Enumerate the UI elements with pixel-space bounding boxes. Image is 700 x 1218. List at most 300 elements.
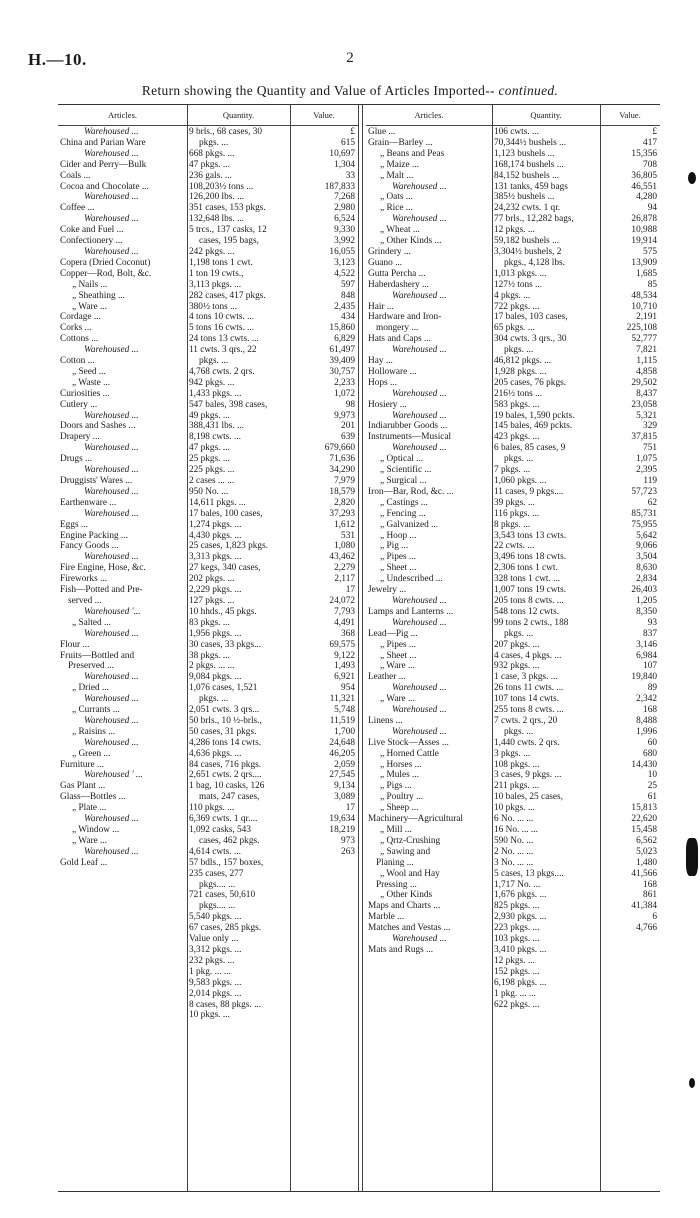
right-articles-list	[366, 127, 492, 956]
right-values-cell: 168	[643, 879, 657, 890]
right-quantities-cell: pkgs., 4,128 lbs.	[504, 257, 565, 268]
left-articles-cell: Doors and Sashes ...	[60, 421, 136, 432]
right-articles-cell: Warehoused ...	[392, 388, 447, 399]
right-values-cell: 8,630	[636, 563, 657, 574]
right-quantity-column	[492, 105, 600, 1191]
left-articles-cell: Fruits—Bottled and	[60, 650, 135, 661]
left-values-cell: 69,575	[329, 639, 355, 650]
right-quantities-cell: 1 pkg. ... ...	[494, 988, 536, 999]
left-quantities-cell: 50 brls., 10 ½-brls.,	[189, 715, 262, 726]
left-articles-cell: Warehoused ...	[84, 715, 139, 726]
left-articles-cell: Warehoused ...	[84, 628, 139, 639]
right-values-cell: 10,988	[631, 225, 657, 236]
left-articles-cell: Warehoused ...	[84, 443, 139, 454]
right-articles-cell: Glue ...	[368, 127, 396, 137]
right-values-cell: 107	[643, 661, 657, 672]
left-articles-cell: „ Salted ...	[72, 617, 111, 628]
right-articles-cell: „ Sheet ...	[380, 650, 417, 661]
left-quantities-cell: 132,648 lbs. ...	[189, 214, 245, 225]
left-values-cell: 18,219	[329, 825, 355, 835]
right-values-cell: 2,191	[636, 312, 657, 323]
right-values-cell: 29,502	[631, 377, 657, 388]
right-values-cell: 60	[647, 737, 657, 748]
left-articles-cell: Fire Engine, Hose, &c.	[60, 563, 146, 574]
left-values-cell: 2,279	[334, 563, 355, 574]
left-articles-cell: Warehoused ...	[84, 737, 139, 748]
right-articles-cell: Grain—Barley ...	[368, 137, 433, 148]
right-quantity-header: Quantity.	[492, 105, 600, 126]
right-articles-cell: Indiarubber Goods ...	[368, 421, 448, 432]
right-articles-cell: Warehoused ...	[392, 345, 447, 356]
right-values-cell: 25	[647, 781, 657, 792]
right-values-cell: 37,815	[631, 432, 657, 443]
left-quantities-cell: 2 cases ... ...	[189, 476, 235, 486]
right-quantities-cell: 3 cases, 9 pkgs. ...	[494, 770, 562, 781]
right-quantities-cell: 205 cases, 76 pkgs.	[494, 377, 567, 388]
left-values-cell: 9,330	[334, 225, 355, 236]
right-quantities-cell: 1,440 cwts. 2 qrs.	[494, 737, 560, 748]
right-values-cell: 119	[643, 476, 657, 486]
right-values-cell: 2,395	[636, 465, 657, 476]
right-quantities-cell: 1,007 tons 19 cwts.	[494, 585, 567, 596]
right-values-cell: 1,685	[636, 268, 657, 279]
right-quantities-cell: 108 pkgs. ...	[494, 759, 540, 770]
left-articles-cell: Gas Plant ...	[60, 781, 106, 792]
right-value-list	[600, 127, 660, 934]
left-articles-cell: Druggists' Wares ...	[60, 476, 133, 486]
right-quantities-cell: 1,060 pkgs. ...	[494, 476, 547, 486]
left-quantities-cell: mats, 247 cases,	[199, 792, 260, 803]
right-quantities-cell: 168,174 bushels ...	[494, 159, 564, 170]
right-quantities-cell: 84,152 bushels ...	[494, 170, 560, 181]
right-quantities-cell: 106 cwts. ...	[494, 127, 539, 137]
right-quantities-cell: 16 No. ... ...	[494, 825, 538, 835]
right-quantities-cell: 19 bales, 1,590 pckts.	[494, 410, 575, 421]
left-quantities-cell: 1 pkg. ... ...	[189, 966, 231, 977]
right-values-cell: 1,996	[636, 726, 657, 737]
right-quantities-cell: 825 pkgs. ...	[494, 901, 540, 912]
left-values-cell: 848	[341, 290, 355, 301]
right-values-cell: 3,504	[636, 552, 657, 563]
right-values-cell: 837	[643, 628, 657, 639]
left-articles-cell: Earthenware ...	[60, 497, 117, 508]
left-values-cell: 24,072	[329, 595, 355, 606]
right-articles-header: Articles.	[366, 105, 492, 126]
left-articles-cell: Cocoa and Chocolate ...	[60, 181, 149, 192]
right-articles-cell: Jewelry ...	[368, 585, 407, 596]
right-values-cell: 3,146	[636, 639, 657, 650]
right-values-cell: 13,909	[631, 257, 657, 268]
right-values-cell: 48,534	[631, 290, 657, 301]
left-values-cell: 639	[341, 432, 355, 443]
left-values-cell: 7,268	[334, 192, 355, 203]
left-quantities-cell: 127 pkgs. ...	[189, 595, 235, 606]
right-values-cell: 6	[652, 912, 657, 923]
left-articles-cell: Warehoused ...	[84, 246, 139, 257]
right-articles-cell: Hops ...	[368, 377, 397, 388]
left-quantities-cell: 9,583 pkgs. ...	[189, 977, 242, 988]
right-values-cell: 52,777	[631, 334, 657, 345]
right-values-cell: 7,821	[636, 345, 657, 356]
right-values-cell: 6,984	[636, 650, 657, 661]
left-quantities-cell: 17 bales, 100 cases,	[189, 508, 263, 519]
left-articles-cell: Furniture ...	[60, 759, 104, 770]
column-rule	[362, 105, 363, 1191]
right-quantities-cell: 77 brls., 12,282 bags,	[494, 214, 574, 225]
left-quantities-cell: 242 pkgs. ...	[189, 246, 235, 257]
right-values-cell: 680	[643, 748, 657, 759]
right-quantities-cell: 22 cwts. ...	[494, 541, 535, 552]
left-quantities-cell: 1,956 pkgs. ...	[189, 628, 242, 639]
left-articles-cell: Warehoused ...	[84, 814, 139, 825]
right-articles-cell: „ Fencing ...	[380, 508, 426, 519]
left-values-cell: 954	[341, 683, 355, 694]
margin-ink-marks	[686, 0, 700, 1218]
left-values-cell: 2,435	[334, 301, 355, 312]
left-quantities-cell: 84 cases, 716 pkgs.	[189, 759, 262, 770]
left-quantities-cell: pkgs. ...	[199, 356, 229, 367]
right-values-cell: 89	[647, 683, 657, 694]
left-articles-list	[58, 127, 187, 869]
left-value-header: Value.	[290, 105, 358, 126]
right-quantities-cell: 207 pkgs. ...	[494, 639, 540, 650]
page-number: 2	[346, 50, 354, 66]
left-quantities-cell: cases, 195 bags,	[199, 236, 259, 247]
left-quantities-cell: 4,614 cwts. ...	[189, 846, 241, 857]
right-articles-cell: Matches and Vestas ...	[368, 923, 451, 934]
right-quantities-cell: 26 tons 11 cwts. ...	[494, 683, 564, 694]
right-values-cell: 417	[643, 137, 657, 148]
right-quantities-cell: 11 cases, 9 pkgs....	[494, 486, 564, 497]
left-values-cell: 33	[345, 170, 355, 181]
right-quantities-cell: 2,306 tons 1 cwt.	[494, 563, 558, 574]
right-quantities-cell: 3,410 pkgs. ...	[494, 944, 547, 955]
right-values-cell: 8,488	[636, 715, 657, 726]
left-values-cell: 3,089	[334, 792, 355, 803]
left-articles-cell: Warehoused ...	[84, 846, 139, 857]
right-quantities-cell: 1 case, 3 pkgs. ...	[494, 672, 558, 683]
left-quantities-cell: 8 cases, 88 pkgs. ...	[189, 999, 262, 1010]
right-quantities-cell: 3 pkgs. ...	[494, 748, 531, 759]
right-articles-cell: „ Ware ...	[380, 661, 415, 672]
left-articles-cell: „ Window ...	[72, 825, 120, 835]
right-articles-cell: Leather ...	[368, 672, 406, 683]
right-values-cell: 5,642	[636, 530, 657, 541]
left-quantities-cell: 6,369 cwts. 1 qr....	[189, 814, 258, 825]
right-quantities-cell: 6 No. ... ...	[494, 814, 534, 825]
left-quantities-cell: 9,084 pkgs. ...	[189, 672, 242, 683]
left-articles-cell: Confectionery ...	[60, 236, 123, 247]
left-values-cell: 2,820	[334, 497, 355, 508]
right-quantities-cell: 46,812 pkgs. ...	[494, 356, 552, 367]
left-articles-header: Articles.	[58, 105, 187, 126]
right-articles-cell: Live Stock—Asses ...	[368, 737, 449, 748]
column-rule	[187, 105, 188, 1191]
right-values-cell: 15,356	[631, 148, 657, 159]
left-quantities-cell: 38 pkgs. ...	[189, 650, 230, 661]
right-articles-column	[366, 105, 492, 1191]
right-articles-cell: Grindery ...	[368, 246, 411, 257]
left-quantities-cell: 27 kegs, 340 cases,	[189, 563, 261, 574]
left-articles-cell: served ...	[68, 595, 102, 606]
right-quantities-cell: 255 tons 8 cwts. ...	[494, 705, 564, 716]
left-values-cell: 27,545	[329, 770, 355, 781]
right-quantities-cell: 211 pkgs. ...	[494, 781, 540, 792]
right-quantities-cell: 127½ tons ...	[494, 279, 543, 290]
right-articles-cell: Warehoused ...	[392, 410, 447, 421]
right-articles-cell: Haberdashery ...	[368, 279, 429, 290]
left-articles-cell: Cotton ...	[60, 356, 95, 367]
imports-table	[58, 104, 660, 1192]
right-quantities-cell: 24,232 cwts. 1 qr.	[494, 203, 561, 214]
right-quantities-cell: pkgs. ...	[504, 454, 534, 465]
left-articles-cell: Cordage ...	[60, 312, 101, 323]
left-values-cell: 43,462	[329, 552, 355, 563]
right-quantities-cell: 65 pkgs. ...	[494, 323, 535, 334]
right-values-cell: 751	[643, 443, 657, 454]
right-articles-cell: Warehoused ...	[392, 214, 447, 225]
table-title	[0, 83, 700, 99]
left-quantities-cell: 282 cases, 417 pkgs.	[189, 290, 266, 301]
right-values-cell: 85	[647, 279, 657, 290]
right-values-cell: 14,430	[631, 759, 657, 770]
left-articles-cell: Warehoused ...	[84, 127, 139, 137]
right-articles-cell: „ Wheat ...	[380, 225, 420, 236]
left-quantities-cell: 5 tons 16 cwts. ...	[189, 323, 255, 334]
right-articles-cell: Warehoused ...	[392, 683, 447, 694]
left-quantities-cell: 8,198 cwts. ...	[189, 432, 241, 443]
left-values-cell: 37,293	[329, 508, 355, 519]
left-quantities-cell: 5 trcs., 137 casks, 12	[189, 225, 267, 236]
column-rule	[290, 105, 291, 1191]
left-values-cell: 3,992	[334, 236, 355, 247]
right-quantities-cell: 722 pkgs. ...	[494, 301, 540, 312]
right-values-cell: 225,108	[626, 323, 657, 334]
left-articles-cell: Fish—Potted and Pre-	[60, 585, 143, 596]
left-articles-cell: Warehoused ...	[84, 214, 139, 225]
left-values-cell: 263	[341, 846, 355, 857]
right-quantities-cell: 5 cases, 13 pkgs....	[494, 868, 564, 879]
left-articles-cell: Glass—Bottles ...	[60, 792, 126, 803]
right-articles-cell: „ Scientific ...	[380, 465, 432, 476]
left-quantities-cell: 2 pkgs. ... ...	[189, 661, 235, 672]
right-quantities-cell: 145 bales, 469 pckts.	[494, 421, 573, 432]
left-quantities-cell: 1,274 pkgs. ...	[189, 519, 242, 530]
right-values-cell: 61	[647, 792, 657, 803]
left-quantities-cell: 388,431 lbs. ...	[189, 421, 245, 432]
right-quantities-cell: 7 pkgs. ...	[494, 465, 531, 476]
right-values-cell: 2,342	[636, 694, 657, 705]
right-articles-cell: Planing ...	[376, 857, 414, 868]
right-articles-cell: „ Pipes ...	[380, 639, 416, 650]
left-quantities-cell: 721 cases, 50,610	[189, 890, 256, 901]
right-quantities-cell: 4 pkgs. ...	[494, 290, 531, 301]
right-articles-cell: „ Oats ...	[380, 192, 413, 203]
right-quantities-cell: 59,182 bushels ...	[494, 236, 560, 247]
right-articles-cell: „ Pigs ...	[380, 781, 412, 792]
right-quantities-cell: pkgs. ...	[504, 726, 534, 737]
left-values-cell: 368	[341, 628, 355, 639]
left-articles-cell: Warehoused ' ...	[84, 770, 143, 781]
right-values-cell: 75,955	[631, 519, 657, 530]
right-quantities-cell: 131 tanks, 459 bags	[494, 181, 568, 192]
left-quantities-cell: 547 bales, 398 cases,	[189, 399, 268, 410]
right-articles-cell: Pressing ...	[376, 879, 417, 890]
right-values-cell: 26,878	[631, 214, 657, 225]
right-articles-cell: „ Sheep ...	[380, 803, 419, 814]
left-values-cell: 973	[341, 835, 355, 846]
right-quantities-cell: 205 tons 8 cwts. ...	[494, 595, 564, 606]
right-quantities-cell: 3 No. ... ...	[494, 857, 534, 868]
left-values-cell: 9,122	[334, 650, 355, 661]
right-quantities-cell: 3,304½ bushels, 2	[494, 246, 562, 257]
left-values-cell: 61,497	[329, 345, 355, 356]
right-values-cell: 8,437	[636, 388, 657, 399]
right-articles-cell: Warehoused ...	[392, 726, 447, 737]
left-values-cell: 30,757	[329, 366, 355, 377]
right-quantities-cell: 1,717 No. ...	[494, 879, 541, 890]
left-quantities-cell: cases, 462 pkgs.	[199, 835, 260, 846]
left-values-cell: 9,973	[334, 410, 355, 421]
right-articles-cell: Hosiery ...	[368, 399, 407, 410]
left-quantities-cell: 236 gals. ...	[189, 170, 232, 181]
right-values-cell: 41,566	[631, 868, 657, 879]
left-articles-cell: „ Nails ...	[72, 279, 108, 290]
right-articles-cell: Lead—Pig ...	[368, 628, 418, 639]
left-articles-cell: Copper—Rod, Bolt, &c.	[60, 268, 152, 279]
left-quantities-cell: 108,203½ tons ...	[189, 181, 254, 192]
left-value-column	[290, 105, 358, 1191]
right-values-cell: 861	[643, 890, 657, 901]
left-quantities-cell: 110 pkgs. ...	[189, 803, 235, 814]
right-quantities-cell: 7 cwts. 2 qrs., 20	[494, 715, 558, 726]
left-values-cell: 18,579	[329, 486, 355, 497]
right-articles-cell: Warehoused ...	[392, 181, 447, 192]
left-quantities-cell: 668 pkgs. ...	[189, 148, 235, 159]
right-quantities-cell: 99 tons 2 cwts., 188	[494, 617, 569, 628]
left-quantities-cell: 24 tons 13 cwts. ...	[189, 334, 259, 345]
right-values-cell: 8,350	[636, 606, 657, 617]
left-values-cell: 39,409	[329, 356, 355, 367]
left-quantities-cell: 2,051 cwts. 3 qrs...	[189, 705, 260, 716]
left-articles-cell: Warehoused '...	[84, 606, 141, 617]
right-quantities-cell: 4 cases, 4 pkgs. ...	[494, 650, 562, 661]
left-articles-cell: Warehoused ...	[84, 410, 139, 421]
left-values-cell: 4,491	[334, 617, 355, 628]
left-values-cell: 71,636	[329, 454, 355, 465]
left-articles-cell: Curiosities ...	[60, 388, 110, 399]
left-values-cell: 679,660	[324, 443, 355, 454]
right-quantities-cell: pkgs. ...	[504, 628, 534, 639]
left-values-cell: 6,524	[334, 214, 355, 225]
right-articles-cell: Warehoused ...	[392, 443, 447, 454]
left-articles-cell: Coffee ...	[60, 203, 95, 214]
left-quantities-cell: 380½ tons ...	[189, 301, 238, 312]
right-quantities-cell: 6 bales, 85 cases, 9	[494, 443, 566, 454]
left-values-cell: 2,059	[334, 759, 355, 770]
left-values-cell: 9,134	[334, 781, 355, 792]
right-articles-cell: Instruments—Musical	[368, 432, 452, 443]
left-articles-cell: Warehoused ...	[84, 465, 139, 476]
right-articles-cell: mongery ...	[376, 323, 419, 334]
left-articles-cell: Warehoused ...	[84, 672, 139, 683]
right-quantities-cell: 590 No. ...	[494, 835, 534, 846]
left-articles-cell: Drugs ...	[60, 454, 93, 465]
left-articles-cell: China and Parian Ware	[60, 137, 146, 148]
left-values-cell: 7,979	[334, 476, 355, 486]
right-quantities-cell: 70,344½ bushels ...	[494, 137, 567, 148]
right-articles-cell: „ Galvanized ...	[380, 519, 439, 530]
right-articles-cell: „ Sheet ...	[380, 563, 417, 574]
right-articles-cell: „ Beans and Peas	[380, 148, 445, 159]
right-values-cell: 22,620	[631, 814, 657, 825]
right-values-cell: 1,205	[636, 595, 657, 606]
left-quantities-cell: 202 pkgs. ...	[189, 574, 235, 585]
left-articles-cell: „ Sheathing ...	[72, 290, 125, 301]
left-values-cell: 11,321	[329, 694, 355, 705]
right-articles-cell: Maps and Charts ...	[368, 901, 441, 912]
right-quantities-cell: 216½ tons ...	[494, 388, 543, 399]
right-values-cell: 5,321	[636, 410, 657, 421]
column-rule	[600, 105, 601, 1191]
left-quantities-cell: 1 ton 19 cwts.,	[189, 268, 244, 279]
left-quantities-cell: 9 brls., 68 cases, 30	[189, 127, 263, 137]
left-quantities-cell: 126,200 lbs. ...	[189, 192, 245, 203]
right-values-cell: 1,075	[636, 454, 657, 465]
left-values-cell: 531	[341, 530, 355, 541]
right-values-cell: 62	[647, 497, 657, 508]
left-quantities-cell: 30 cases, 33 pkgs...	[189, 639, 262, 650]
left-articles-cell: Warehoused ...	[84, 552, 139, 563]
right-articles-cell: Hair ...	[368, 301, 394, 312]
right-articles-cell: „ Undescribed ...	[380, 574, 443, 585]
left-values-cell: 1,072	[334, 388, 355, 399]
left-values-cell: 6,921	[334, 672, 355, 683]
left-articles-cell: Fireworks ...	[60, 574, 107, 585]
left-articles-cell: „ Waste ...	[72, 377, 111, 388]
left-values-cell: 201	[341, 421, 355, 432]
right-values-cell: 15,458	[631, 825, 657, 835]
right-quantities-cell: 10 pkgs. ...	[494, 803, 535, 814]
left-values-cell: 24,648	[329, 737, 355, 748]
right-articles-cell: „ Poultry ...	[380, 792, 424, 803]
left-quantities-cell: 942 pkgs. ...	[189, 377, 235, 388]
page-header	[28, 50, 672, 70]
left-values-cell: 1,700	[334, 726, 355, 737]
right-articles-cell: „ Other Kinds ...	[380, 236, 442, 247]
right-values-cell: 9,066	[636, 541, 657, 552]
left-quantities-cell: 47 pkgs. ...	[189, 443, 230, 454]
right-articles-cell: „ Hoop ...	[380, 530, 417, 541]
left-quantities-cell: 10 pkgs. ...	[189, 1010, 230, 1021]
left-articles-cell: Coals ...	[60, 170, 91, 181]
left-values-cell: 11,519	[329, 715, 355, 726]
column-rule	[492, 105, 493, 1191]
left-articles-cell: „ Currants ...	[72, 705, 120, 716]
right-values-cell: 26,403	[631, 585, 657, 596]
left-articles-cell: „ Green ...	[72, 748, 111, 759]
right-quantities-cell: 2,930 pkgs. ...	[494, 912, 547, 923]
left-values-cell: 7,793	[334, 606, 355, 617]
left-quantities-cell: 50 cases, 31 pkgs.	[189, 726, 257, 737]
right-values-cell: 4,280	[636, 192, 657, 203]
left-quantities-cell: 47 pkgs. ...	[189, 159, 230, 170]
right-values-cell: 708	[643, 159, 657, 170]
left-values-cell: 16,055	[329, 246, 355, 257]
left-articles-cell: „ Dried ...	[72, 683, 109, 694]
left-values-cell: 34,290	[329, 465, 355, 476]
right-values-cell: 36,805	[631, 170, 657, 181]
